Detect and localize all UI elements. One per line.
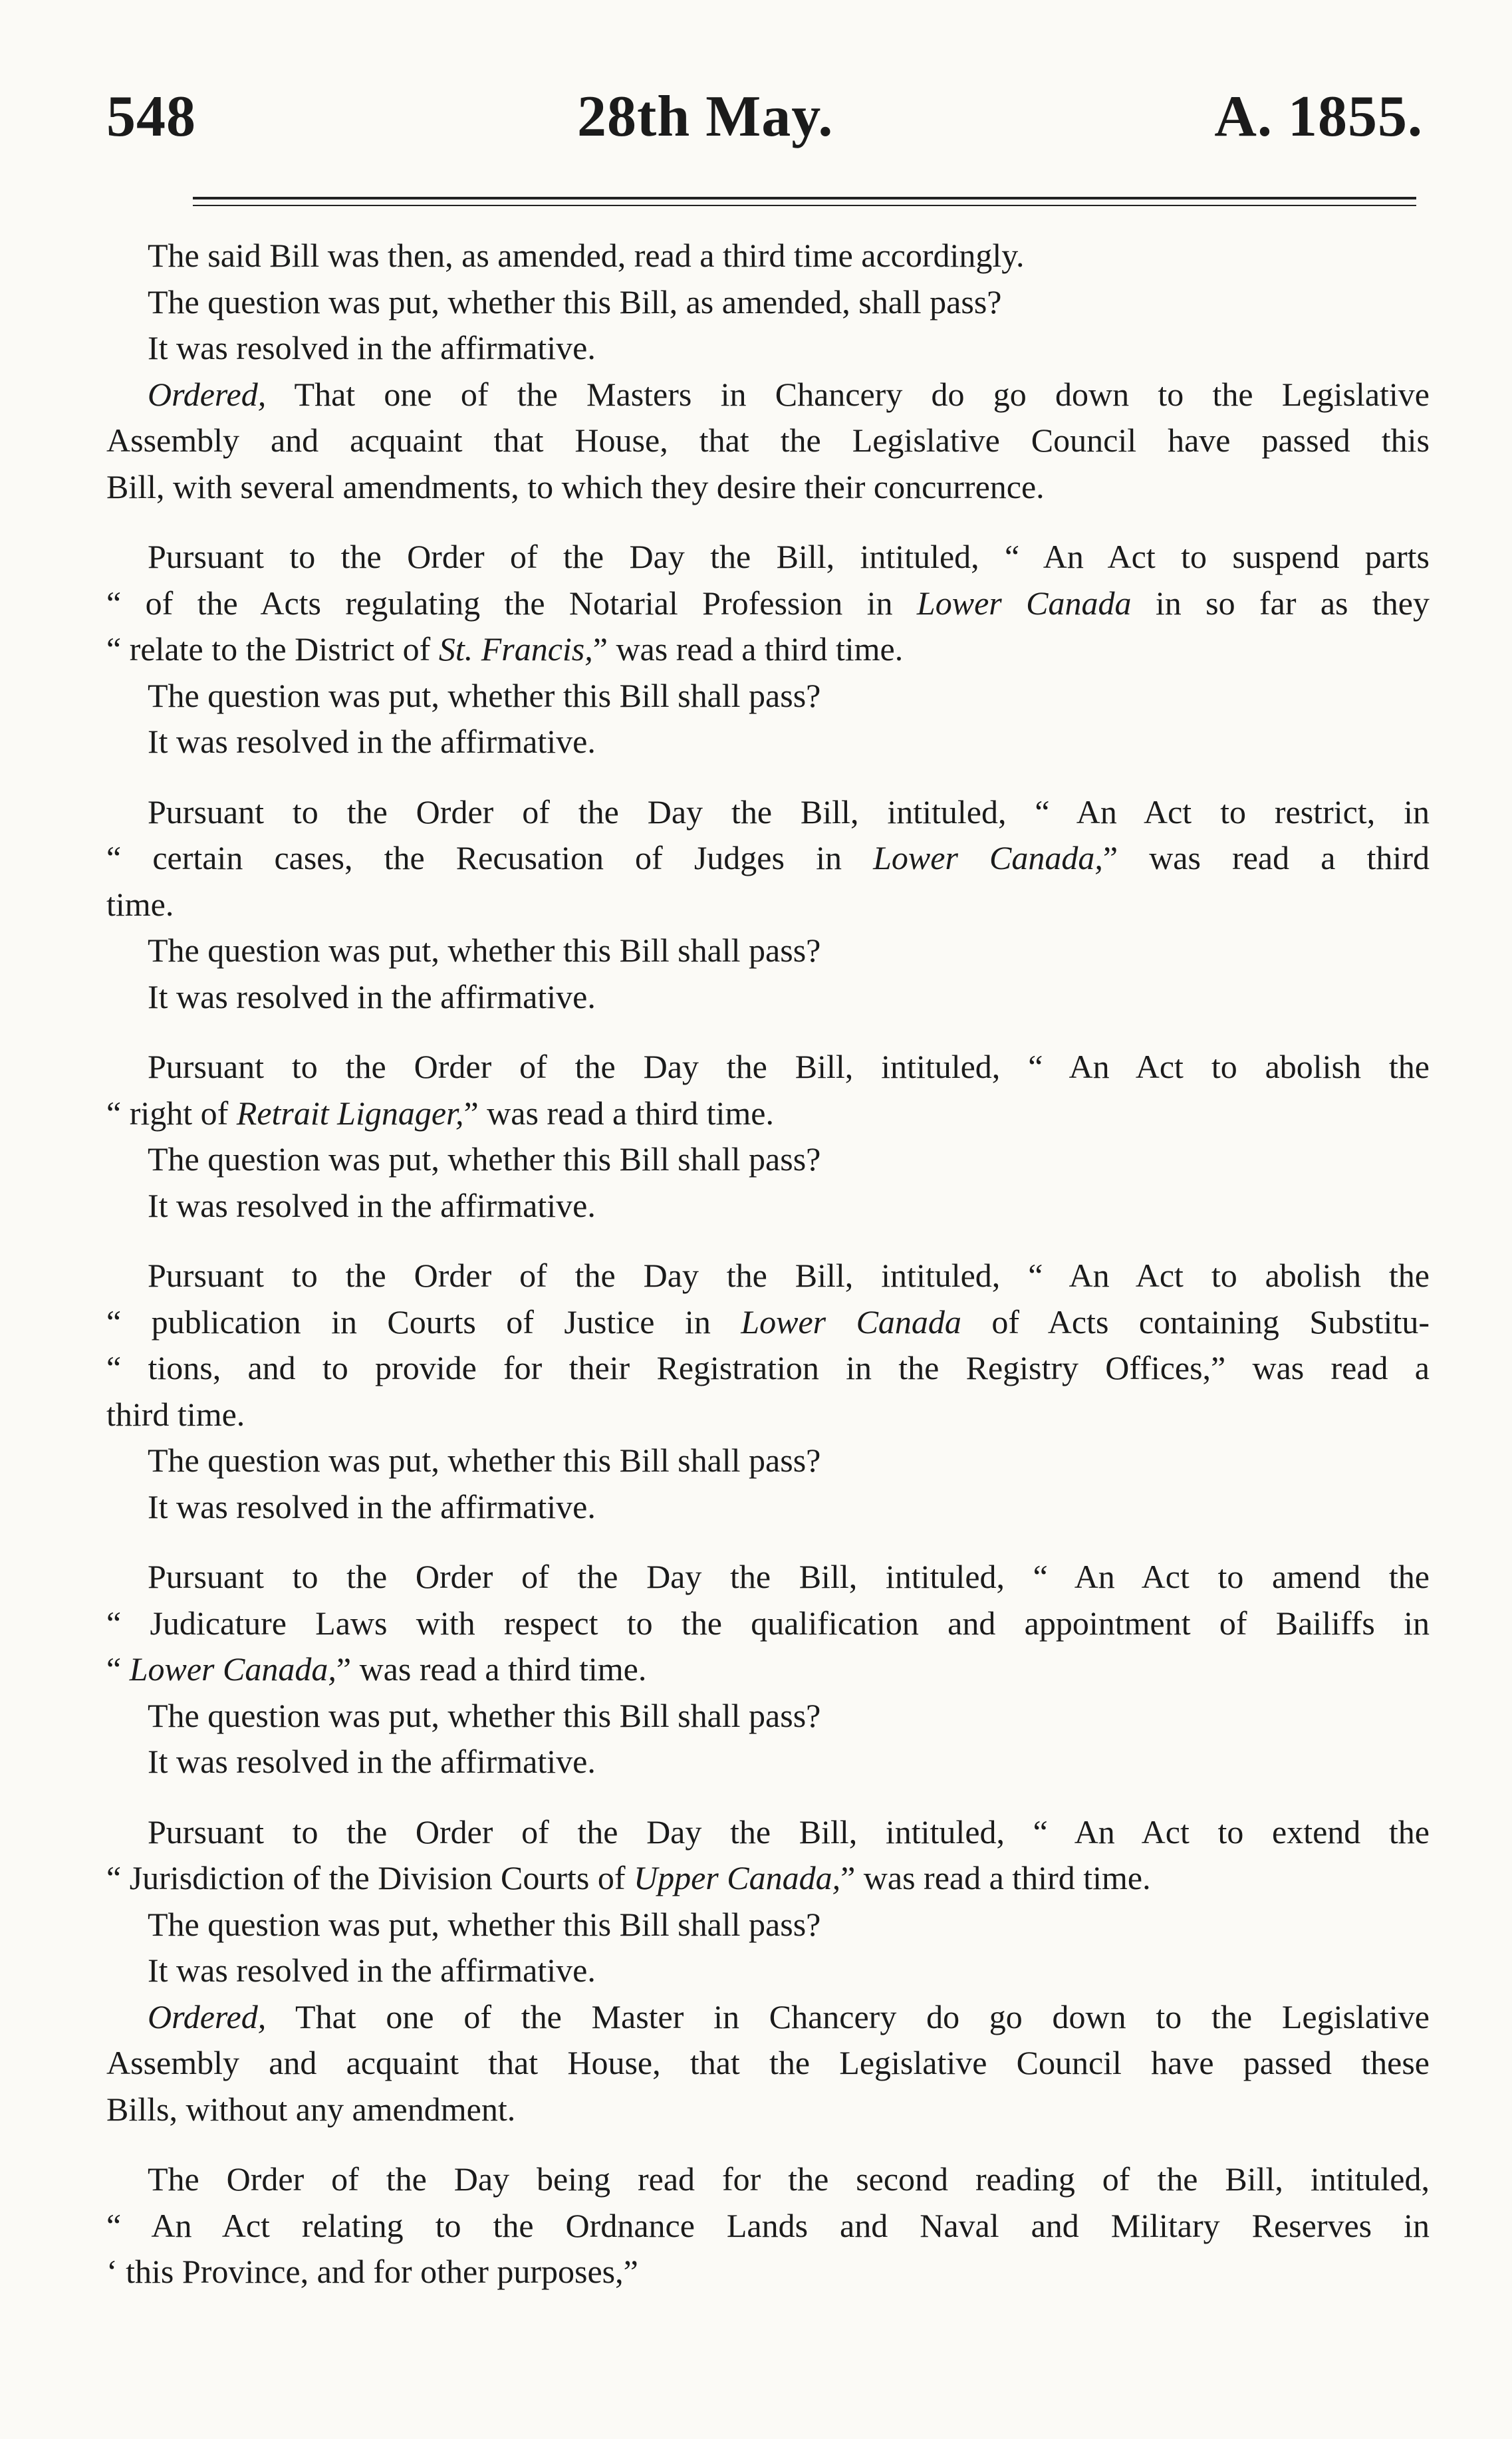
- paragraph: [106, 1484, 1430, 1531]
- text-run: It was resolved in the affirmative.: [148, 329, 596, 366]
- paragraph: [106, 1044, 1430, 1136]
- paragraph: [106, 719, 1430, 765]
- text-run: ” was read a third: [1102, 839, 1430, 876]
- text-line: [106, 1948, 1430, 1994]
- text-line: [106, 673, 1430, 719]
- text-run: ” was read a third time.: [840, 1859, 1151, 1896]
- text-run: “ Judicature Laws with respect to the qualification and appointment of Bailiffs in: [106, 1604, 1430, 1642]
- text-run: That one of the Masters in Chancery do go down to the Legislative: [266, 375, 1430, 413]
- paragraph: [106, 928, 1430, 974]
- paragraph: [106, 534, 1430, 673]
- text-run: ” was read a third time.: [592, 630, 904, 668]
- text-run: It was resolved in the affirmative.: [148, 1743, 596, 1780]
- text-line: [106, 928, 1430, 974]
- text-line: [106, 1994, 1430, 2041]
- page-header: [106, 83, 1423, 163]
- text-line: [106, 835, 1430, 882]
- italic-text: Upper Canada,: [634, 1859, 841, 1896]
- text-line: [106, 974, 1430, 1021]
- entry-block: [106, 1809, 1430, 2133]
- header-rule-thick: [193, 197, 1416, 199]
- paragraph: [106, 1693, 1430, 1739]
- text-run: The question was put, whether this Bill shall pass?: [148, 1905, 821, 1943]
- text-line: [106, 1044, 1430, 1091]
- text-line: [106, 1855, 1430, 1902]
- paragraph: [106, 279, 1430, 326]
- entry-block: [106, 1044, 1430, 1229]
- text-line: [106, 279, 1430, 326]
- text-run: ” was read a third time.: [463, 1094, 774, 1132]
- italic-text: St. Francis,: [438, 630, 593, 668]
- text-run: Pursuant to the Order of the Day the Bill, intituled, “ An Act to amend the: [148, 1558, 1430, 1595]
- text-run: The question was put, whether this Bill shall pass?: [148, 676, 821, 714]
- paragraph: [106, 1554, 1430, 1693]
- italic-text: Lower Canada,: [129, 1650, 336, 1688]
- text-run: in so far as they: [1131, 584, 1430, 622]
- text-run: “ An Act relating to the Ordnance Lands and Naval and Military Reserves in: [106, 2206, 1430, 2244]
- paragraph: [106, 974, 1430, 1021]
- document-body: [106, 233, 1430, 2295]
- text-line: [106, 233, 1430, 279]
- text-line: [106, 464, 1430, 511]
- paragraph: [106, 1183, 1430, 1229]
- paragraph: [106, 1136, 1430, 1183]
- text-run: That one of the Master in Chancery do go down to the Legislative: [266, 1997, 1430, 2035]
- paragraph: [106, 1253, 1430, 1438]
- text-run: Pursuant to the Order of the Day the Bill, intituled, “ An Act to abolish the: [148, 1048, 1430, 1085]
- text-run: It was resolved in the affirmative.: [148, 977, 596, 1015]
- entry-block: [106, 233, 1430, 510]
- text-line: [106, 580, 1430, 627]
- text-line: [106, 1484, 1430, 1531]
- text-line: [106, 719, 1430, 765]
- text-run: Pursuant to the Order of the Day the Bill, intituled, “ An Act to abolish the: [148, 1257, 1430, 1294]
- entry-block: [106, 1554, 1430, 1785]
- entry-block: [106, 534, 1430, 765]
- text-line: [106, 1554, 1430, 1601]
- text-run: ” was read a third time.: [336, 1650, 647, 1688]
- text-run: The Order of the Day being read for the second reading of the Bill, intituled,: [148, 2160, 1430, 2198]
- text-run: of Acts containing Substitu-: [961, 1303, 1430, 1341]
- text-line: [106, 1299, 1430, 1346]
- page-year: A. 1855.: [1214, 84, 1423, 149]
- text-run: “ of the Acts regulating the Notarial Profession in: [106, 584, 917, 622]
- text-run: Bill, with several amendments, to which they desire their concurrence.: [106, 467, 1045, 505]
- text-line: [106, 1693, 1430, 1739]
- text-run: The question was put, whether this Bill shall pass?: [148, 932, 821, 969]
- paragraph: [106, 1994, 1430, 2133]
- text-run: “ relate to the District of: [106, 630, 439, 668]
- text-run: The question was put, whether this Bill shall pass?: [148, 1442, 821, 1479]
- italic-text: Lower Canada: [741, 1303, 961, 1341]
- text-run: “ publication in Courts of Justice in: [106, 1303, 741, 1341]
- page-date: 28th May.: [576, 84, 834, 149]
- paragraph: [106, 673, 1430, 719]
- text-run: “ right of: [106, 1094, 237, 1132]
- entry-block: [106, 1253, 1430, 1530]
- text-line: [106, 1601, 1430, 1647]
- text-run: Assembly and acquaint that House, that the Legislative Council have passed these: [106, 2044, 1430, 2081]
- text-line: [106, 626, 1430, 673]
- text-line: [106, 534, 1430, 580]
- text-line: [106, 1253, 1430, 1299]
- text-line: [106, 1345, 1430, 1392]
- text-line: [106, 1902, 1430, 1948]
- text-line: [106, 2156, 1430, 2203]
- text-line: [106, 1091, 1430, 1137]
- text-line: [106, 1739, 1430, 1785]
- paragraph: [106, 325, 1430, 372]
- text-line: [106, 2203, 1430, 2249]
- text-line: [106, 372, 1430, 418]
- text-line: [106, 2087, 1430, 2133]
- text-line: [106, 1136, 1430, 1183]
- text-line: [106, 882, 1430, 928]
- paragraph: [106, 233, 1430, 279]
- text-line: [106, 1646, 1430, 1693]
- text-run: The question was put, whether this Bill shall pass?: [148, 1140, 821, 1178]
- paragraph: [106, 1902, 1430, 1948]
- text-run: It was resolved in the affirmative.: [148, 723, 596, 760]
- text-run: Bills, without any amendment.: [106, 2090, 516, 2128]
- text-run: Pursuant to the Order of the Day the Bill, intituled, “ An Act to extend the: [148, 1813, 1430, 1851]
- paragraph: [106, 372, 1430, 511]
- text-line: [106, 1809, 1430, 1856]
- text-line: [106, 418, 1430, 464]
- text-line: [106, 1392, 1430, 1438]
- paragraph: [106, 1739, 1430, 1785]
- text-line: [106, 789, 1430, 836]
- entry-block: [106, 2156, 1430, 2295]
- text-run: “ certain cases, the Recusation of Judges in: [106, 839, 874, 876]
- text-line: [106, 1438, 1430, 1484]
- text-run: time.: [106, 885, 174, 923]
- italic-text: Retrait Lignager,: [236, 1094, 464, 1132]
- italic-text: Ordered,: [148, 375, 267, 413]
- text-run: It was resolved in the affirmative.: [148, 1952, 596, 1989]
- text-line: [106, 325, 1430, 372]
- text-run: “: [106, 1650, 130, 1688]
- text-run: It was resolved in the affirmative.: [148, 1186, 596, 1224]
- paragraph: [106, 2156, 1430, 2295]
- text-run: ‘ this Province, and for other purposes,”: [106, 2253, 638, 2290]
- entry-block: [106, 789, 1430, 1021]
- text-line: [106, 2249, 1430, 2295]
- header-rule-thin: [193, 205, 1416, 206]
- paragraph: [106, 1438, 1430, 1484]
- italic-text: Ordered,: [148, 1997, 267, 2035]
- text-line: [106, 1183, 1430, 1229]
- text-run: third time.: [106, 1395, 245, 1433]
- page-number: 548: [106, 84, 196, 149]
- text-run: “ Jurisdiction of the Division Courts of: [106, 1859, 634, 1896]
- italic-text: Lower Canada,: [873, 839, 1103, 876]
- text-run: “ tions, and to provide for their Registration in the Registry Offices,” was read a: [106, 1349, 1430, 1386]
- text-run: The question was put, whether this Bill shall pass?: [148, 1696, 821, 1734]
- text-run: The question was put, whether this Bill, as amended, shall pass?: [148, 283, 1002, 321]
- italic-text: Lower Canada: [916, 584, 1132, 622]
- text-run: Pursuant to the Order of the Day the Bill, intituled, “ An Act to suspend parts: [148, 538, 1430, 575]
- text-run: Assembly and acquaint that House, that the Legislative Council have passed this: [106, 422, 1430, 459]
- text-run: It was resolved in the affirmative.: [148, 1487, 596, 1525]
- paragraph: [106, 789, 1430, 928]
- text-line: [106, 2040, 1430, 2087]
- text-run: The said Bill was then, as amended, read a third time accordingly.: [148, 237, 1025, 274]
- text-run: Pursuant to the Order of the Day the Bill, intituled, “ An Act to restrict, in: [148, 793, 1430, 831]
- paragraph: [106, 1948, 1430, 1994]
- paragraph: [106, 1809, 1430, 1902]
